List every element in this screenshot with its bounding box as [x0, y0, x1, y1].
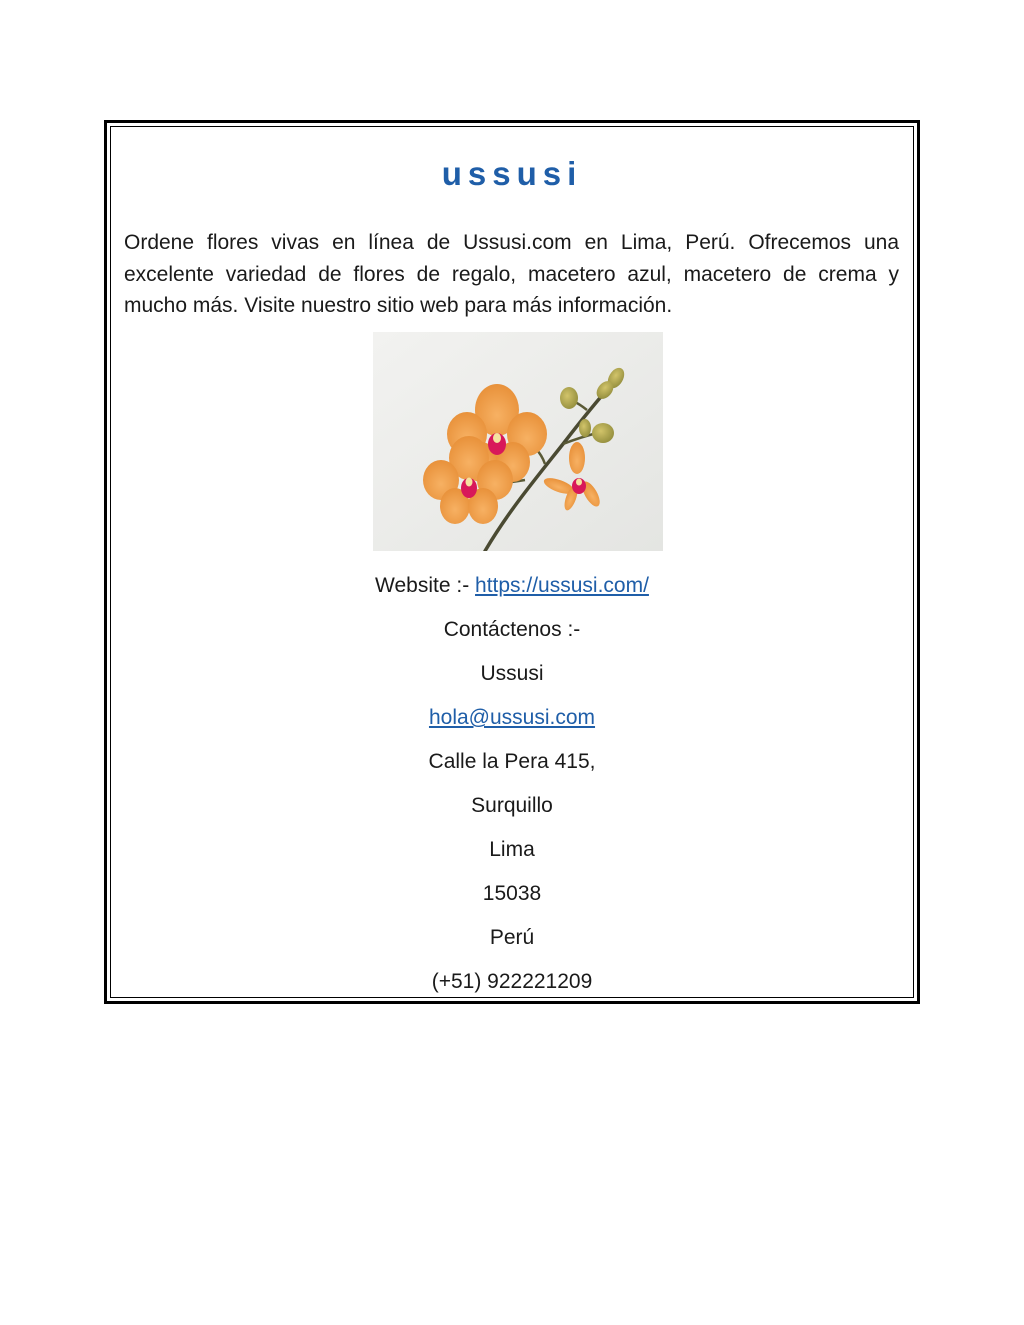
website-line	[111, 573, 913, 599]
contact-name: Ussusi	[480, 662, 544, 685]
address-country: Perú	[489, 926, 535, 949]
brand-title: ussusi	[441, 155, 583, 192]
content-frame-inner-border	[110, 126, 914, 998]
address-district: Surquillo	[471, 794, 553, 817]
website-label: Website :-	[375, 574, 476, 597]
website-link[interactable]: https://ussusi.com/	[475, 574, 649, 597]
email-line	[111, 705, 913, 731]
address-postal-code: 15038	[482, 882, 542, 905]
address-city: Lima	[489, 838, 535, 861]
intro-paragraph: Ordene flores vivas en línea de Ussusi.com en Lima, Perú. Ofrecemos una excelente variedad de flores de regalo, macetero azul, macetero de crema y mucho más. Visite nuestro sitio web para más información.	[124, 231, 899, 317]
content-frame	[104, 120, 920, 1004]
contact-label: Contáctenos :-	[443, 618, 581, 641]
email-link[interactable]: hola@ussusi.com	[428, 706, 596, 729]
orchid-photo	[373, 332, 663, 551]
address-street: Calle la Pera 415,	[428, 750, 596, 773]
phone-number: (+51) 922221209	[431, 970, 593, 993]
